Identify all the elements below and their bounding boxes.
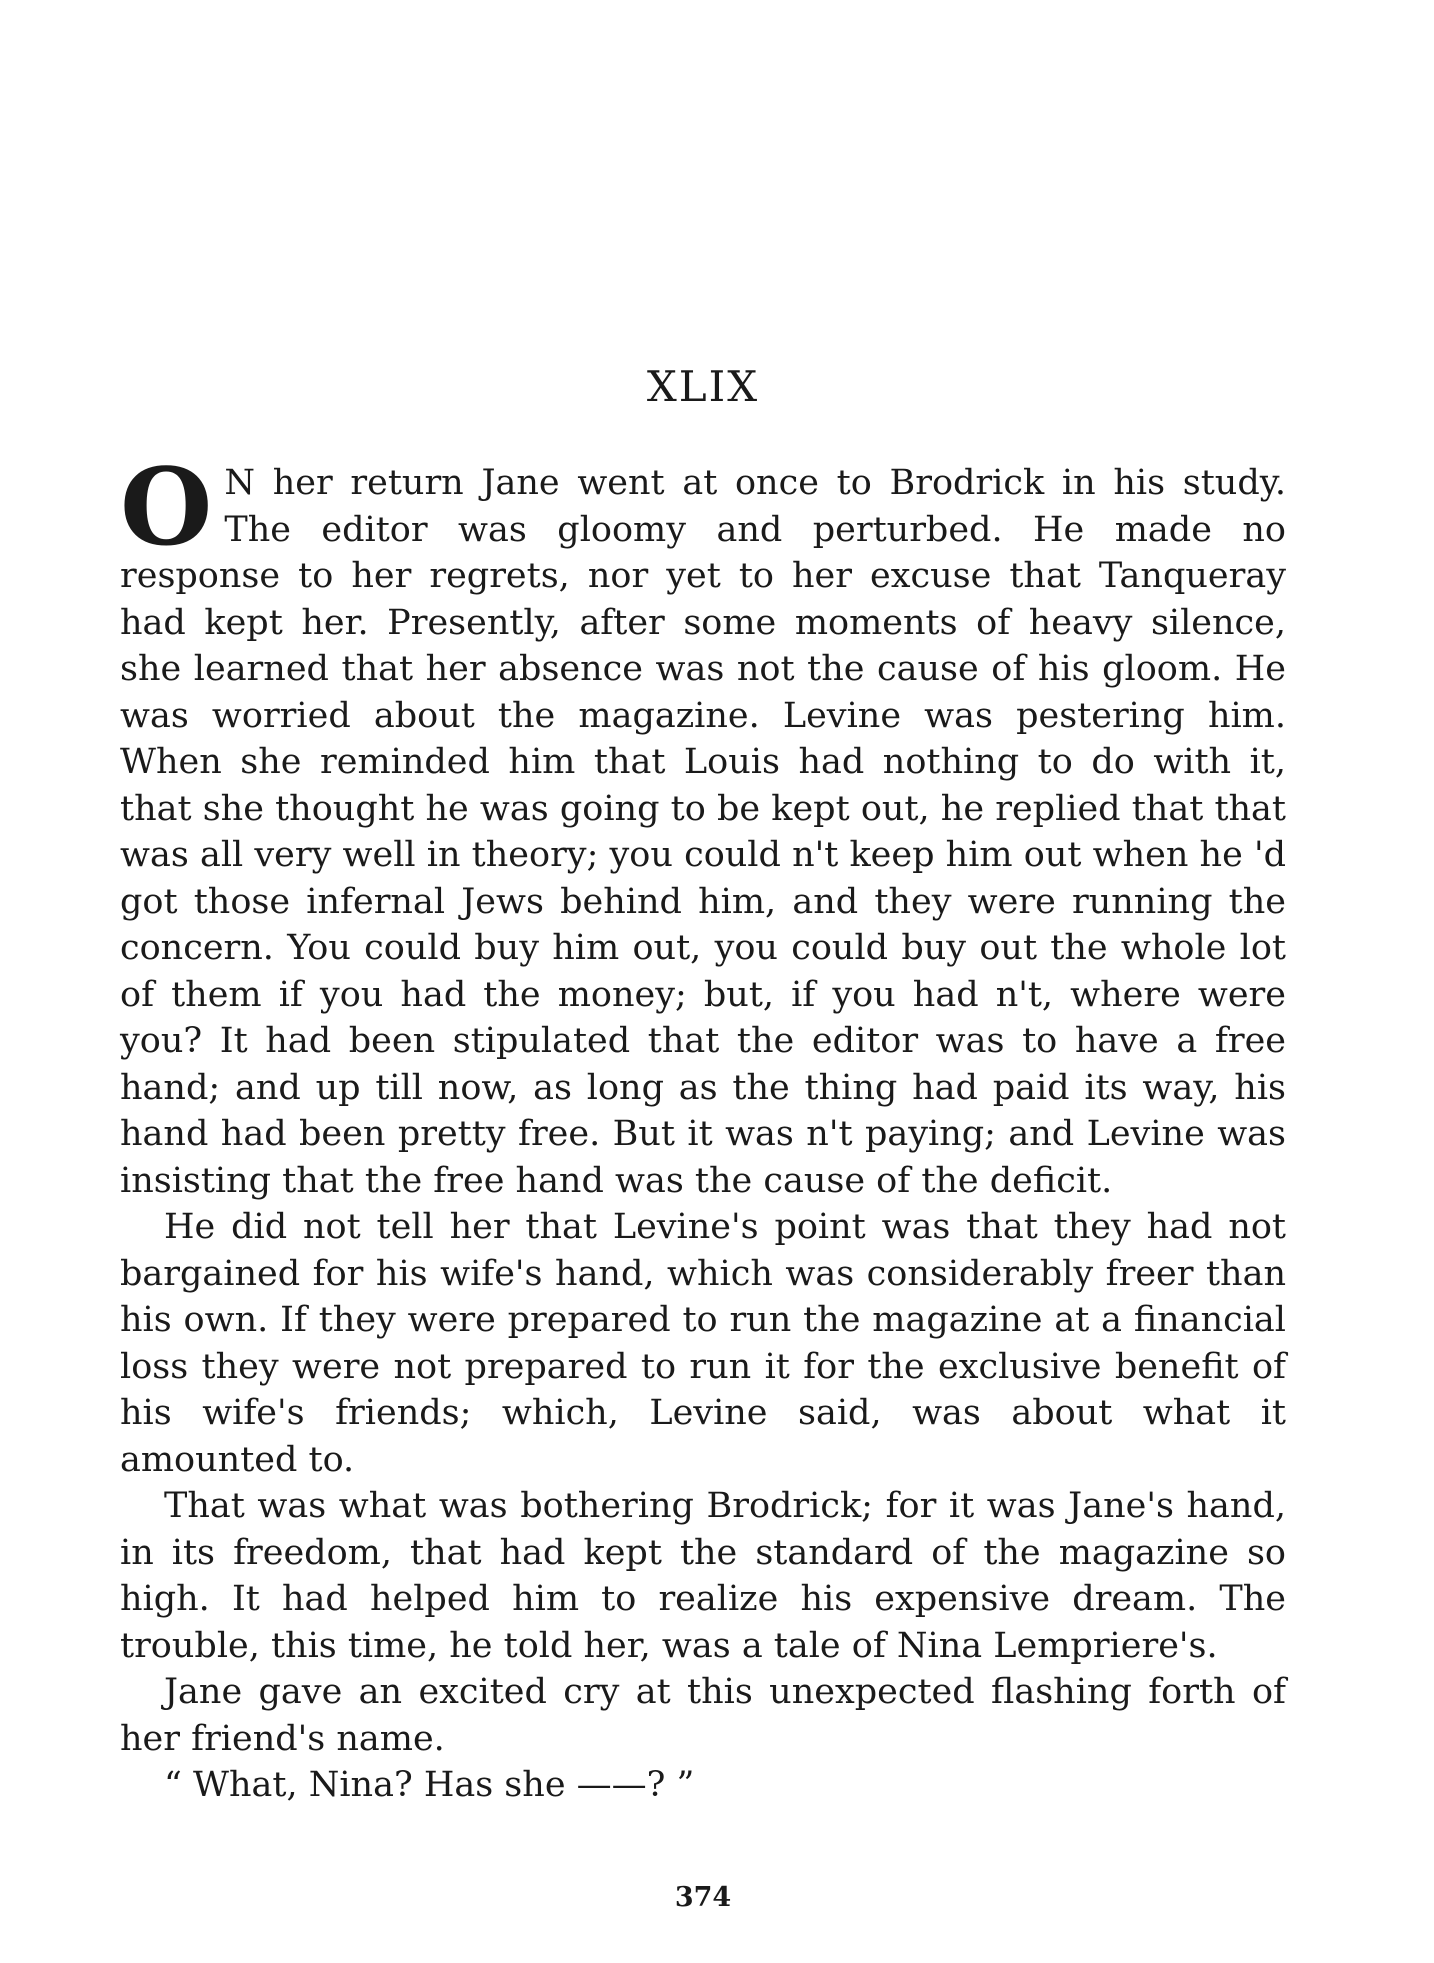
paragraph: “ What, Nina? Has she ——? ” — [164, 1765, 695, 1805]
book-page — [120, 0, 1286, 1963]
paragraph: He did not tell her that Levine's point was that they had not bargained for his wife's hand, which was considerably freer than his own. If they were prepared to run the magazine at a financial loss they were not prepared to run it for the exclusive benefit of his wife's friends; which, Levine said, was about what it amounted to. — [120, 1207, 1286, 1480]
paragraph: Jane gave an excited cry at this unexpected flashing forth of her friend's name. — [120, 1672, 1286, 1759]
chapter-body — [120, 444, 1286, 1809]
paragraph-text: N her return Jane went at once to Brodrick in his study. The editor was gloomy and perturbed. He made no response to her regrets, nor yet to her excuse that Tanqueray had kept her. Presently, after some moments of heavy silence, she learned that her absence was not the cause of his gloom. He was worried about the magazine. Levine was pestering him. When she reminded him that Louis had nothing to do with it, that she thought he was going to be kept out, he replied that that was all very well in theory; you could n't keep him out when he 'd got those infernal Jews behind him, and they were running the concern. You could buy him out, you could buy out the whole lot of them if you had the money; but, if you had n't, where were you? It had been stipulated that the editor was to have a free hand; and up till now, as long as the thing had paid its way, his hand had been pretty free. But it was n't paying; and Levine was insisting that the free hand was the cause of the deficit. — [120, 463, 1286, 1201]
chapter-heading: XLIX — [646, 362, 760, 411]
drop-cap: O — [120, 444, 213, 569]
paragraph: That was what was bothering Brodrick; for it was Jane's hand, in its freedom, that had kept the standard of the magazine so high. It had helped him to realize his expensive dream. The trouble, this time, he told her, was a tale of Nina Lempriere's. — [120, 1486, 1286, 1666]
paragraph — [120, 444, 1286, 1204]
page-number: 374 — [674, 1882, 732, 1913]
